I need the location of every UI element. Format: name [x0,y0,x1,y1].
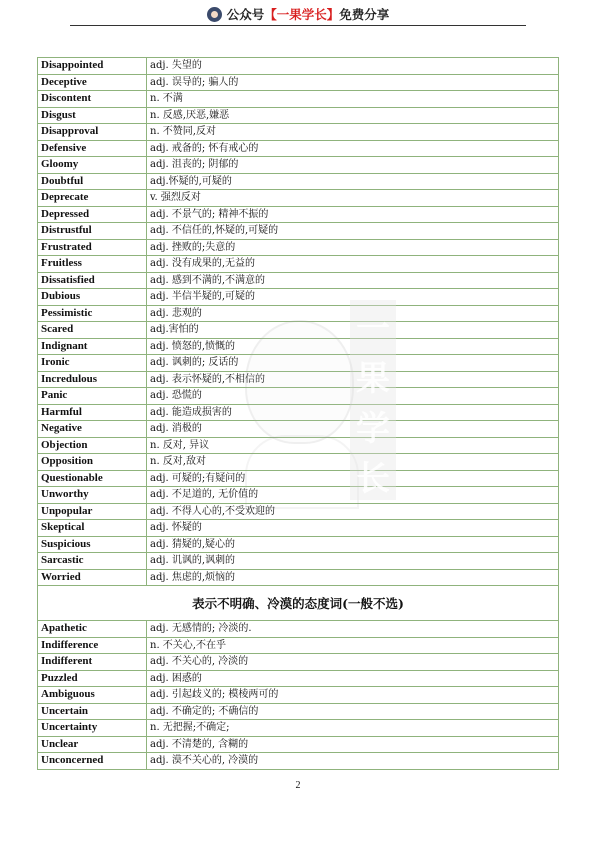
vocab-word: Indignant [38,338,147,355]
vocab-definition: adj. 不确定的; 不确信的 [147,703,559,720]
vocab-definition: adj. 失望的 [147,58,559,75]
vocab-word: Distrustful [38,223,147,240]
table-row [38,124,559,141]
table-row [38,305,559,322]
vocab-definition: n. 无把握;不确定; [147,720,559,737]
vocab-definition: adj. 焦虑的,烦恼的 [147,569,559,586]
vocab-definition: adj. 愤怒的,愤慨的 [147,338,559,355]
vocab-word: Disappointed [38,58,147,75]
vocab-word: Ambiguous [38,687,147,704]
vocab-definition: n. 反对, 异议 [147,437,559,454]
table-row [38,190,559,207]
vocab-definition: adj. 戒备的; 怀有戒心的 [147,140,559,157]
table-row [38,421,559,438]
header-suffix: 免费分享 [339,7,390,22]
vocab-definition: n. 反对,敌对 [147,454,559,471]
vocab-word: Ironic [38,355,147,372]
vocab-definition: n. 反感,厌恶,嫌恶 [147,107,559,124]
vocab-word: Dissatisfied [38,272,147,289]
header-bracket-close: 】 [326,7,340,22]
vocab-definition: adj. 无感情的; 冷淡的. [147,621,559,638]
vocab-word: Uncertainty [38,720,147,737]
table-row [38,621,559,638]
table-row [38,470,559,487]
watermark-char: 学 [356,408,390,449]
vocab-definition: adj. 半信半疑的,可疑的 [147,289,559,306]
vocab-word: Gloomy [38,157,147,174]
vocab-word: Unpopular [38,503,147,520]
table-row [38,338,559,355]
table-row [38,74,559,91]
table-row [38,388,559,405]
table-row [38,520,559,537]
vocab-word: Worried [38,569,147,586]
page-number: 2 [295,780,301,791]
vocab-definition: adj.害怕的 [147,322,559,339]
table-row [38,503,559,520]
vocab-definition: n. 不满 [147,91,559,108]
vocab-word: Scared [38,322,147,339]
header-prefix: 公众号 [226,7,265,22]
vocab-word: Indifferent [38,654,147,671]
vocab-definition: adj. 不清楚的, 含糊的 [147,736,559,753]
table-row [38,239,559,256]
table-row [38,157,559,174]
vocab-definition: adj. 悲观的 [147,305,559,322]
section-title: 表示不明确、冷漠的态度词(一般不选) [38,586,559,621]
table-row [38,206,559,223]
vocab-definition: adj. 沮丧的; 阴郁的 [147,157,559,174]
vocab-definition: adj. 猜疑的,疑心的 [147,536,559,553]
table-row [38,256,559,273]
header-rule [70,25,526,26]
vocab-word: Fruitless [38,256,147,273]
table-row [38,58,559,75]
table-row [38,454,559,471]
vocab-word: Deceptive [38,74,147,91]
table-row [38,720,559,737]
vocab-word: Depressed [38,206,147,223]
table-row [38,173,559,190]
table-row [38,637,559,654]
vocab-definition: adj. 感到不满的,不满意的 [147,272,559,289]
section-heading-row [38,586,559,621]
table-row [38,487,559,504]
vocab-word: Disapproval [38,124,147,141]
vocab-definition: adj. 表示怀疑的,不相信的 [147,371,559,388]
table-row [38,272,559,289]
vocab-definition: adj. 不关心的, 冷淡的 [147,654,559,671]
vocab-definition: v. 强烈反对 [147,190,559,207]
table-row [38,223,559,240]
vocab-word: Puzzled [38,670,147,687]
vocab-definition: adj. 挫败的;失意的 [147,239,559,256]
vocab-definition: adj. 不得人心的,不受欢迎的 [147,503,559,520]
page-header [0,4,596,24]
vocab-word: Frustrated [38,239,147,256]
table-row [38,107,559,124]
vocab-definition: adj. 消极的 [147,421,559,438]
vocab-word: Unclear [38,736,147,753]
vocab-word: Opposition [38,454,147,471]
vocab-word: Panic [38,388,147,405]
table-row [38,140,559,157]
header-bracket-open: 【 [264,7,277,22]
table-row [38,670,559,687]
table-row [38,569,559,586]
vocab-definition: adj. 引起歧义的; 模棱两可的 [147,687,559,704]
vocab-word: Harmful [38,404,147,421]
vocab-word: Defensive [38,140,147,157]
vocab-word: Pessimistic [38,305,147,322]
vocab-definition: n. 不赞同,反对 [147,124,559,141]
vocab-word: Deprecate [38,190,147,207]
table-row [38,536,559,553]
vocab-definition: adj. 漠不关心的, 冷漠的 [147,753,559,770]
vocab-definition: adj. 讽刺的; 反话的 [147,355,559,372]
vocab-definition: n. 不关心,不在乎 [147,637,559,654]
table-row [38,687,559,704]
table-row [38,322,559,339]
avatar-icon [207,7,222,22]
vocab-definition: adj. 怀疑的 [147,520,559,537]
vocab-definition: adj. 能造成损害的 [147,404,559,421]
header-brand: 一果学长 [276,7,327,22]
vocab-word: Questionable [38,470,147,487]
table-row [38,553,559,570]
vocab-word: Suspicious [38,536,147,553]
vocab-word: Incredulous [38,371,147,388]
vocab-word: Apathetic [38,621,147,638]
vocabulary-table [37,57,559,770]
vocab-definition: adj. 不景气的; 精神不振的 [147,206,559,223]
table-row [38,91,559,108]
vocab-word: Unworthy [38,487,147,504]
vocab-definition: adj. 恐慌的 [147,388,559,405]
vocab-definition: adj. 不足道的, 无价值的 [147,487,559,504]
vocab-definition: adj.怀疑的,可疑的 [147,173,559,190]
vocab-word: Indifference [38,637,147,654]
vocab-word: Negative [38,421,147,438]
watermark-char: 一 [356,308,390,349]
vocab-definition: adj. 不信任的,怀疑的,可疑的 [147,223,559,240]
vocab-definition: adj. 误导的; 骗人的 [147,74,559,91]
table-row [38,404,559,421]
vocab-word: Doubtful [38,173,147,190]
watermark-char: 长 [356,458,390,499]
vocab-word: Uncertain [38,703,147,720]
table-row [38,654,559,671]
table-row [38,437,559,454]
table-row [38,371,559,388]
vocab-word: Dubious [38,289,147,306]
table-row [38,355,559,372]
watermark-char: 果 [356,358,390,399]
vocab-word: Discontent [38,91,147,108]
table-row [38,703,559,720]
vocab-definition: adj. 困惑的 [147,670,559,687]
vocabulary-table-body [38,58,559,770]
vocab-definition: adj. 讥讽的,讽刺的 [147,553,559,570]
table-row [38,736,559,753]
vocab-word: Skeptical [38,520,147,537]
vocab-definition: adj. 可疑的;有疑问的 [147,470,559,487]
vocab-word: Disgust [38,107,147,124]
vocab-word: Unconcerned [38,753,147,770]
table-row [38,753,559,770]
vocab-word: Objection [38,437,147,454]
vocab-definition: adj. 没有成果的,无益的 [147,256,559,273]
table-row [38,289,559,306]
vocab-word: Sarcastic [38,553,147,570]
